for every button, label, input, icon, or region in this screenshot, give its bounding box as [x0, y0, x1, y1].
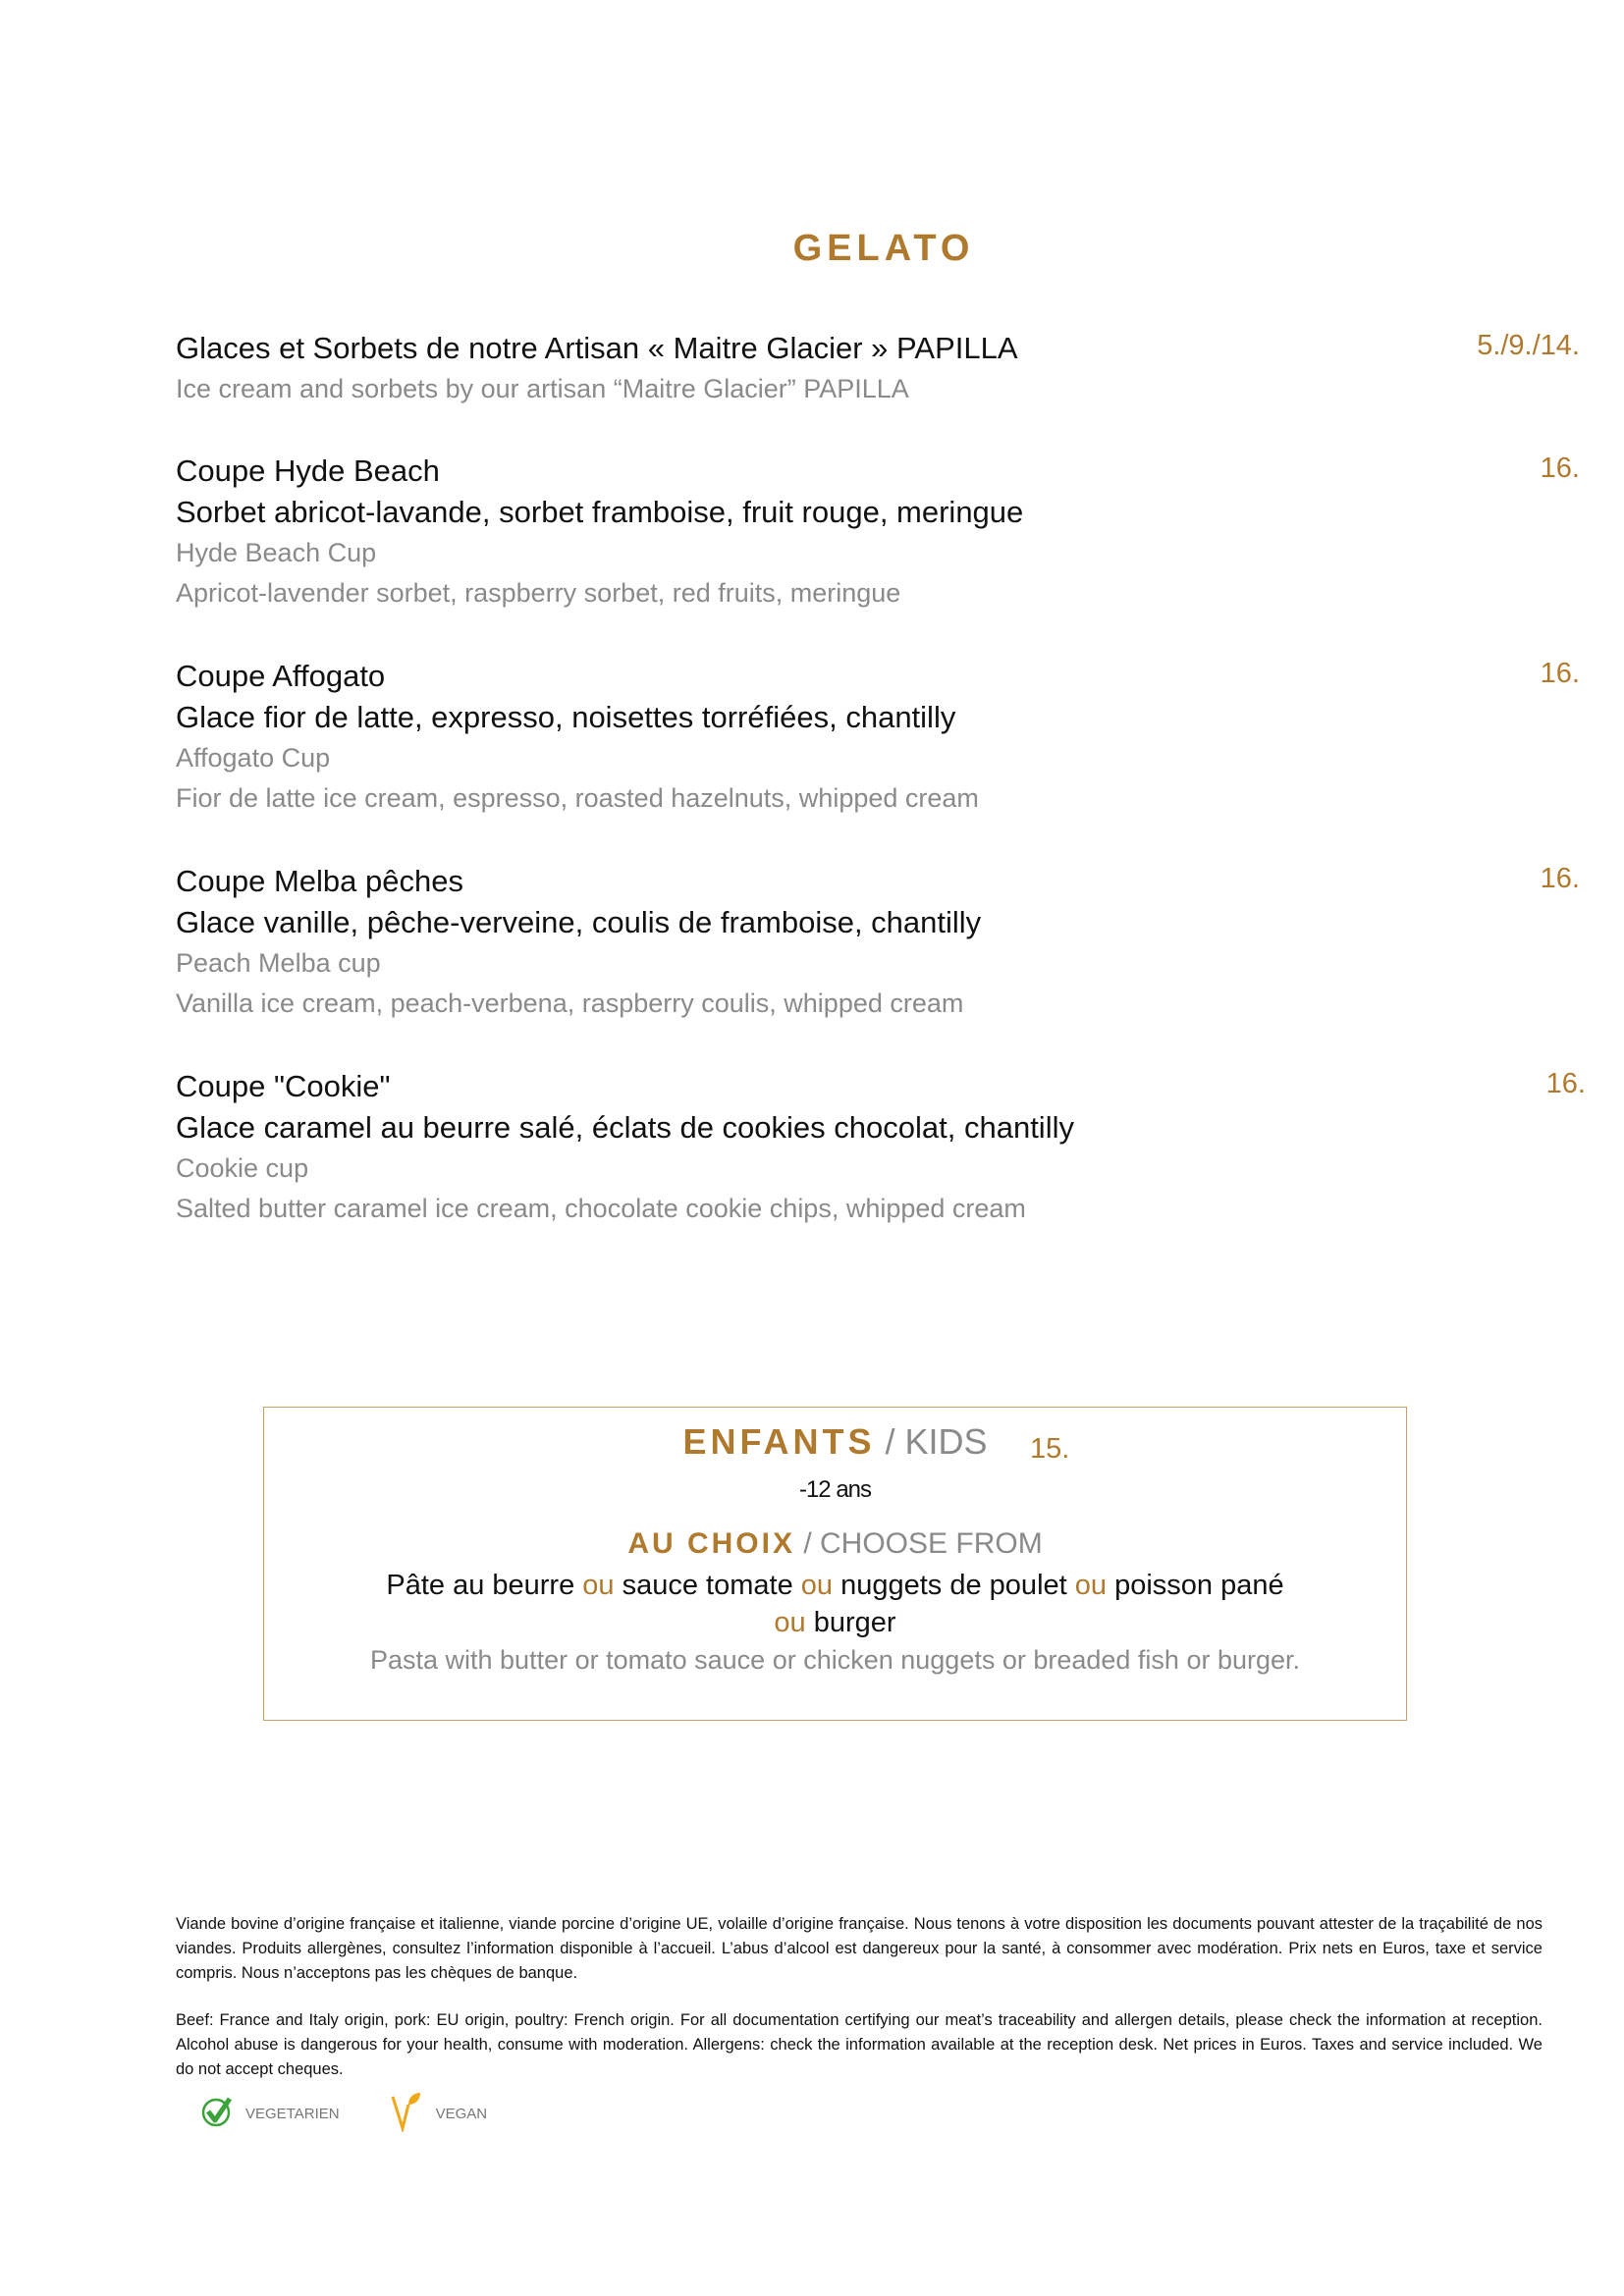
or-word: ou	[800, 1570, 834, 1601]
section-title: GELATO	[792, 228, 975, 269]
item-price: 16.	[1540, 453, 1580, 484]
kids-title-fr: ENFANTS	[682, 1421, 876, 1462]
item-price: 5./9./14.	[1477, 330, 1580, 361]
menu-item	[176, 451, 1580, 614]
item-description-en: Apricot-lavender sorbet, raspberry sorbet, red fruits, meringue	[176, 578, 901, 608]
item-name-en: Peach Melba cup	[176, 948, 381, 978]
vegetarian-label: VEGETARIEN	[245, 2105, 340, 2122]
or-word: ou	[582, 1570, 615, 1601]
kids-options-en: Pasta with butter or tomato sauce or chicken nuggets or breaded fish or burger.	[369, 1645, 1301, 1675]
item-description-en: Fior de latte ice cream, espresso, roasted hazelnuts, whipped cream	[176, 783, 979, 813]
item-name: Coupe Melba pêches	[176, 864, 463, 898]
kids-title-en: / KIDS	[885, 1421, 988, 1462]
or-word: ou	[774, 1607, 806, 1638]
menu-item	[176, 1066, 1586, 1229]
option: burger	[813, 1607, 896, 1638]
diet-legend	[200, 2091, 536, 2136]
menu-item	[176, 328, 1580, 409]
item-name: Glaces et Sorbets de notre Artisan « Maitre Glacier » PAPILLA	[176, 331, 1018, 365]
item-name-en: Hyde Beach Cup	[176, 538, 377, 567]
item-description: Sorbet abricot-lavande, sorbet framboise, fruit rouge, meringue	[176, 495, 1024, 529]
footer-en: Beef: France and Italy origin, pork: EU origin, poultry: French origin. For all documentation certifying our meat’s traceability and allergen details, please check the information at reception. Alcohol abuse is dangerous for your health, consume with moderation. Allergens: check the information available at the reception desk. Net prices in Euros. Taxes and service included. We do not accept cheques.	[176, 2011, 1543, 2078]
vegan-label: VEGAN	[435, 2105, 488, 2122]
item-description: Glace vanille, pêche-verveine, coulis de framboise, chantilly	[176, 905, 982, 939]
item-description: Glace caramel au beurre salé, éclats de cookies chocolat, chantilly	[176, 1110, 1074, 1145]
item-name: Coupe "Cookie"	[176, 1069, 391, 1103]
item-name: Coupe Hyde Beach	[176, 454, 440, 488]
item-name-en: Ice cream and sorbets by our artisan “Maitre Glacier” PAPILLA	[176, 374, 909, 403]
or-word: ou	[1074, 1570, 1108, 1601]
kids-menu-box	[263, 1407, 1407, 1721]
option: sauce tomate	[622, 1570, 793, 1601]
option: Pâte au beurre	[386, 1570, 575, 1601]
choice-en: / CHOOSE FROM	[803, 1527, 1043, 1560]
item-description: Glace fior de latte, expresso, noisettes torréfiées, chantilly	[176, 700, 956, 734]
option: poisson pané	[1114, 1570, 1284, 1601]
kids-options	[264, 1567, 1406, 1641]
menu-item	[176, 656, 1580, 819]
kids-title	[264, 1421, 1406, 1463]
option: nuggets de poulet	[840, 1570, 1067, 1601]
item-description-en: Vanilla ice cream, peach-verbena, raspberry coulis, whipped cream	[176, 988, 964, 1018]
kids-age: -12 ans	[798, 1476, 872, 1503]
footer-notice	[176, 1912, 1543, 2105]
item-price: 16.	[1545, 1068, 1586, 1099]
menu-item	[176, 861, 1580, 1024]
vegan-v-icon	[389, 2091, 424, 2136]
item-price: 16.	[1540, 658, 1580, 689]
item-name-en: Affogato Cup	[176, 743, 331, 773]
vegetarian-check-icon	[200, 2095, 234, 2132]
choice-heading	[264, 1527, 1406, 1561]
item-name-en: Cookie cup	[176, 1153, 309, 1183]
footer-fr: Viande bovine d’origine française et italienne, viande porcine d’origine UE, volaille d’origine française. Nous tenons à votre disposition les documents pouvant attester de la traçabilité de nos viandes. Produits allergènes, consultez l’information disponible à l’accueil. L’abus d’alcool est dangereux pour la santé, à consommer avec modération. Prix nets en Euros, taxe et service compris. Nous n’acceptons pas les chèques de banque.	[176, 1915, 1543, 1982]
item-description-en: Salted butter caramel ice cream, chocolate cookie chips, whipped cream	[176, 1194, 1026, 1223]
choice-fr: AU CHOIX	[627, 1527, 795, 1560]
kids-price: 15.	[1030, 1433, 1070, 1465]
item-name: Coupe Affogato	[176, 659, 386, 693]
item-price: 16.	[1540, 863, 1580, 894]
